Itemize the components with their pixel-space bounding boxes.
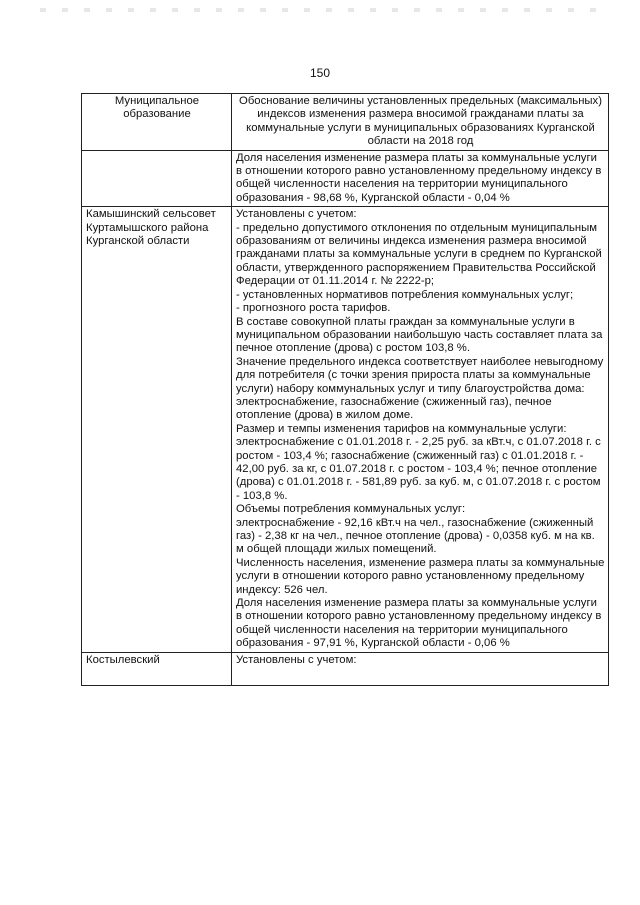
table-row: [82, 652, 609, 685]
paragraph: - предельно допустимого отклонения по отдельным муниципальным образованиям от величины индекса изменения размера вносимой гражданами платы за коммунальные услуги в среднем по Курганской области, утвержденного распоряжением Правительства Российской Федерации от 01.11.2014 г. № 2222-р;: [236, 221, 602, 288]
header-municipality: Муниципальное образование: [82, 94, 232, 151]
header-justification: Обоснование величины установленных предельных (максимальных) индексов изменения размера вносимой гражданами платы за коммунальные услуги в муниципальных образованиях Курганской области на 2018 год: [232, 94, 609, 151]
paragraph: Размер и темпы изменения тарифов на коммунальные услуги:: [236, 422, 567, 435]
paragraph: Доля населения изменение размера платы за коммунальные услуги в отношении которого равно установленному предельному индексу в общей численности населения на территории муниципального образования - 98,68 %, Курганской области - 0,04 %: [236, 151, 602, 204]
paragraph: электроснабжение с 01.01.2018 г. - 2,25 руб. за кВт.ч, с 01.07.2018 г. с ростом - 103,4 %; газоснабжение (сжиженный газ) с 01.01.2018 г. - 42,00 руб. за кг, с 01.07.2018 г. с ростом - 103,4 %; печное отопление (дрова) с 01.01.2018 г. - 581,89 руб. за куб. м, с 01.07.2018 г. с ростом - 103,8 %.: [236, 436, 601, 502]
paragraph: Значение предельного индекса соответствует наиболее невыгодному для потребителя (с точки зрения прироста платы за коммунальные услуги) набору коммунальных услуг и типу благоустройства дома:: [236, 355, 604, 395]
tariff-justification-table: [81, 93, 609, 686]
scan-artifact: [40, 8, 600, 12]
justification-cell: [232, 207, 609, 652]
paragraph: Доля населения изменение размера платы за коммунальные услуги в отношении которого равно установленному предельному индексу в общей численности населения на территории муниципального образования - 97,91 %, Курганской области - 0,06 %: [236, 597, 602, 650]
paragraph: - установленных нормативов потребления коммунальных услуг;: [236, 288, 574, 301]
paragraph: - прогнозного роста тарифов.: [236, 302, 391, 315]
page-number: 150: [309, 66, 331, 80]
justification-cell: [232, 150, 609, 207]
paragraph: Установлены с учетом:: [236, 208, 357, 221]
table-row: [82, 207, 609, 652]
table-header-row: [82, 94, 609, 151]
paragraph: В составе совокупной платы граждан за коммунальные услуги в муниципальном образовании наибольшую часть составляет плата за печное отопление (дрова) с ростом 103,8 %.: [236, 315, 603, 355]
paragraph: электроснабжение, газоснабжение (сжиженный газ), печное отопление (дрова) в жилом доме.: [236, 395, 552, 422]
municipality-cell: [82, 150, 232, 207]
paragraph: Численность населения, изменение размера платы за коммунальные услуги в отношении которого равно установленному предельному индексу: 526 чел.: [236, 556, 605, 596]
municipality-cell: Костылевский: [82, 652, 232, 685]
table-row: [82, 150, 609, 207]
justification-cell: [232, 652, 609, 685]
paragraph: Объемы потребления коммунальных услуг:: [236, 503, 466, 516]
paragraph: электроснабжение - 92,16 кВт.ч на чел., газоснабжение (сжиженный газ) - 2,38 кг на чел., печное отопление (дрова) - 0,0358 куб. м на кв. м общей площади жилых помещений.: [236, 516, 595, 556]
municipality-cell: Камышинский сельсовет Куртамышского района Курганской области: [82, 207, 232, 652]
paragraph: Установлены с учетом:: [236, 653, 357, 666]
